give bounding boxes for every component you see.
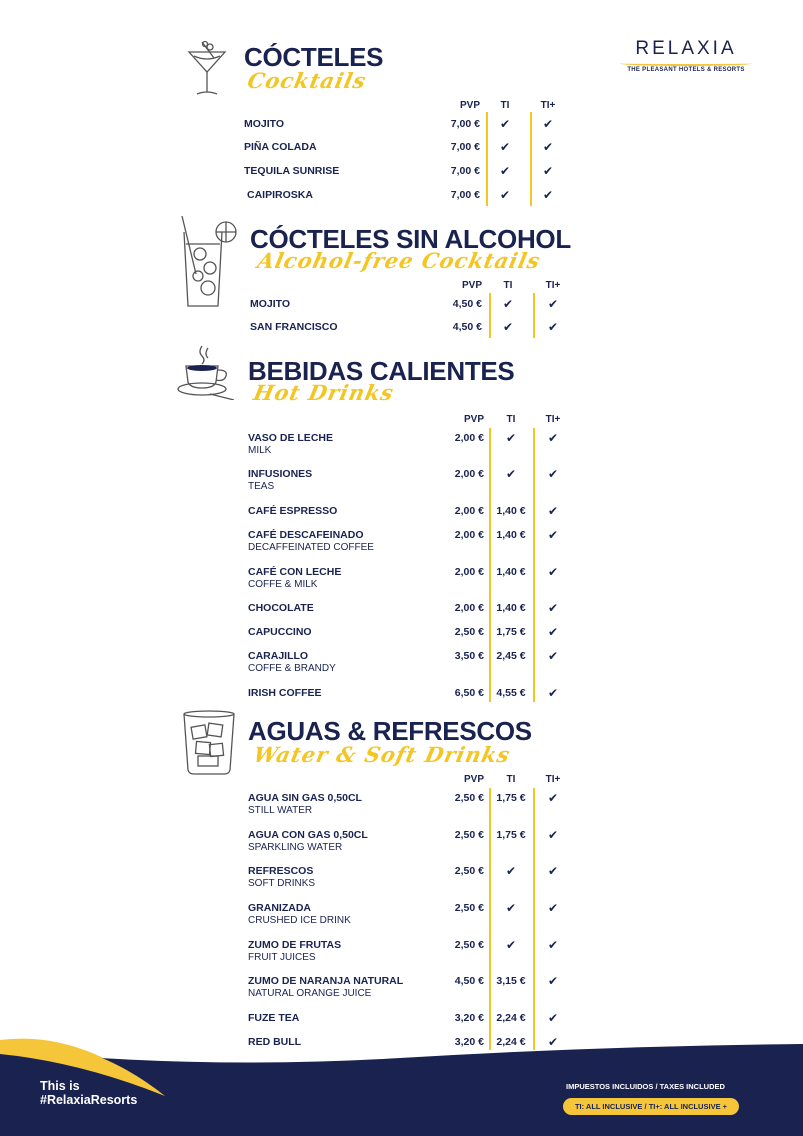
price-pvp: 7,00 € [450, 141, 480, 153]
check-tiplus: ✔ [547, 649, 559, 663]
section-subtitle: Hot Drinks [251, 380, 397, 405]
item-name: CARAJILLO [248, 650, 309, 662]
item-name: IRISH COFFEE [248, 687, 322, 699]
item-name: ZUMO DE FRUTAS [248, 939, 342, 951]
check-tiplus: ✔ [547, 974, 559, 988]
section-title: BEBIDAS CALIENTES [248, 356, 515, 386]
taxes-note: IMPUESTOS INCLUIDOS / TAXES INCLUDED [566, 1082, 725, 1091]
check-tiplus: ✔ [547, 864, 559, 878]
price-pvp: 2,00 € [454, 529, 484, 541]
item-translation: SPARKLING WATER [248, 842, 343, 853]
column-header-tiplus: TI+ [545, 774, 561, 785]
check-ti: ✔ [502, 320, 514, 334]
price-pvp: 4,50 € [454, 975, 484, 987]
check-ti: ✔ [505, 938, 517, 952]
price-pvp: 4,50 € [452, 298, 482, 310]
check-tiplus: ✔ [547, 320, 559, 334]
item-name: ZUMO DE NARANJA NATURAL [248, 975, 404, 987]
column-header-pvp: PVP [461, 280, 482, 291]
price-ti: 1,40 € [496, 566, 526, 578]
inclusive-legend: TI: ALL INCLUSIVE / TI+: ALL INCLUSIVE + [563, 1098, 739, 1115]
column-header-ti: TI [506, 414, 516, 425]
price-pvp: 2,50 € [454, 902, 484, 914]
check-tiplus: ✔ [547, 938, 559, 952]
check-tiplus: ✔ [547, 467, 559, 481]
price-pvp: 2,00 € [454, 468, 484, 480]
price-ti: 2,45 € [496, 650, 526, 662]
check-tiplus: ✔ [547, 828, 559, 842]
check-tiplus: ✔ [547, 791, 559, 805]
check-tiplus: ✔ [547, 528, 559, 542]
item-name: GRANIZADA [248, 902, 311, 914]
footer-hashtag: #RelaxiaResorts [40, 1093, 138, 1107]
check-tiplus: ✔ [547, 1035, 559, 1049]
item-name: INFUSIONES [248, 468, 313, 480]
item-name: REFRESCOS [248, 865, 314, 877]
item-translation: CRUSHED ICE DRINK [248, 915, 351, 926]
relaxia-logo [616, 38, 756, 73]
ice-glass-icon [180, 710, 238, 776]
price-pvp: 7,00 € [450, 165, 480, 177]
footer-slogan [40, 1079, 137, 1107]
coffee-cup-icon [174, 344, 240, 400]
item-name: CAFÉ CON LECHE [248, 566, 342, 578]
footer-wave [0, 1010, 803, 1136]
price-ti: 1,40 € [496, 529, 526, 541]
check-tiplus: ✔ [542, 188, 554, 202]
logo-brand: RELAXIA [635, 38, 737, 59]
price-ti: 4,55 € [496, 687, 526, 699]
check-tiplus: ✔ [547, 686, 559, 700]
column-header-pvp: PVP [463, 774, 484, 785]
price-pvp: 3,20 € [454, 1036, 484, 1048]
price-pvp: 2,00 € [454, 505, 484, 517]
item-name: PIÑA COLADA [244, 141, 317, 153]
price-pvp: 7,00 € [450, 118, 480, 130]
item-name: FUZE TEA [248, 1012, 300, 1024]
price-ti: 1,75 € [496, 829, 526, 841]
check-ti: ✔ [505, 864, 517, 878]
price-pvp: 3,20 € [454, 1012, 484, 1024]
column-header-pvp: PVP [459, 100, 480, 111]
price-ti: 1,75 € [496, 626, 526, 638]
price-pvp: 2,50 € [454, 829, 484, 841]
item-translation: FRUIT JUICES [248, 952, 316, 963]
martini-glass-icon [186, 38, 228, 98]
item-name: MOJITO [244, 118, 285, 130]
item-translation: DECAFFEINATED COFFEE [248, 542, 374, 553]
check-tiplus: ✔ [542, 164, 554, 178]
item-name: TEQUILA SUNRISE [244, 165, 340, 177]
price-ti: 2,24 € [496, 1036, 526, 1048]
column-header-tiplus: TI+ [545, 280, 561, 291]
footer-line1: This is [40, 1079, 80, 1093]
item-translation: COFFE & MILK [248, 579, 318, 590]
check-ti: ✔ [499, 188, 511, 202]
column-header-ti: TI [506, 774, 516, 785]
price-pvp: 7,00 € [450, 189, 480, 201]
price-pvp: 6,50 € [454, 687, 484, 699]
item-name: CAFÉ DESCAFEINADO [248, 529, 364, 541]
check-tiplus: ✔ [547, 1011, 559, 1025]
price-ti: 1,75 € [496, 792, 526, 804]
section-title: AGUAS & REFRESCOS [248, 716, 532, 746]
item-name: CHOCOLATE [248, 602, 314, 614]
price-ti: 3,15 € [496, 975, 526, 987]
item-translation: COFFE & BRANDY [248, 663, 336, 674]
check-tiplus: ✔ [547, 297, 559, 311]
price-pvp: 2,50 € [454, 939, 484, 951]
section-title: CÓCTELES SIN ALCOHOL [250, 224, 571, 254]
column-header-tiplus: TI+ [545, 414, 561, 425]
column-header-tiplus: TI+ [540, 100, 556, 111]
item-name: AGUA SIN GAS 0,50CL [248, 792, 362, 804]
check-ti: ✔ [505, 431, 517, 445]
check-tiplus: ✔ [547, 625, 559, 639]
check-tiplus: ✔ [542, 140, 554, 154]
section-title: CÓCTELES [244, 42, 384, 72]
item-name: VASO DE LECHE [248, 432, 333, 444]
price-ti: 2,24 € [496, 1012, 526, 1024]
price-pvp: 2,50 € [454, 865, 484, 877]
price-pvp: 2,00 € [454, 432, 484, 444]
check-ti: ✔ [499, 164, 511, 178]
section-subtitle: Alcohol-free Cocktails [255, 248, 543, 273]
item-name: CAIPIROSKA [247, 189, 313, 201]
item-translation: NATURAL ORANGE JUICE [248, 988, 372, 999]
item-name: AGUA CON GAS 0,50CL [248, 829, 368, 841]
price-pvp: 4,50 € [452, 321, 482, 333]
check-tiplus: ✔ [542, 117, 554, 131]
item-translation: SOFT DRINKS [248, 878, 316, 889]
check-tiplus: ✔ [547, 601, 559, 615]
item-translation: TEAS [248, 481, 275, 492]
price-pvp: 2,00 € [454, 566, 484, 578]
item-translation: STILL WATER [248, 805, 313, 816]
check-tiplus: ✔ [547, 565, 559, 579]
logo-tagline: THE PLEASANT HOTELS & RESORTS [627, 67, 745, 73]
item-translation: MILK [248, 445, 272, 456]
check-tiplus: ✔ [547, 901, 559, 915]
item-name: SAN FRANCISCO [250, 321, 338, 333]
check-tiplus: ✔ [547, 431, 559, 445]
column-header-ti: TI [500, 100, 510, 111]
column-header-ti: TI [503, 280, 513, 291]
price-ti: 1,40 € [496, 505, 526, 517]
check-ti: ✔ [499, 117, 511, 131]
logo-swoosh [620, 61, 752, 66]
item-name: RED BULL [248, 1036, 302, 1048]
item-name: CAFÉ ESPRESSO [248, 505, 338, 517]
check-tiplus: ✔ [547, 504, 559, 518]
section-subtitle: Cocktails [245, 68, 369, 93]
section-subtitle: Water & Soft Drinks [251, 742, 513, 767]
price-pvp: 2,50 € [454, 792, 484, 804]
check-ti: ✔ [505, 467, 517, 481]
price-pvp: 2,00 € [454, 602, 484, 614]
check-ti: ✔ [502, 297, 514, 311]
check-ti: ✔ [505, 901, 517, 915]
price-ti: 1,40 € [496, 602, 526, 614]
cocktail-glass-lemon-icon [176, 214, 238, 314]
price-pvp: 2,50 € [454, 626, 484, 638]
price-pvp: 3,50 € [454, 650, 484, 662]
item-name: CAPUCCINO [248, 626, 312, 638]
check-ti: ✔ [499, 140, 511, 154]
item-name: MOJITO [250, 298, 291, 310]
column-header-pvp: PVP [463, 414, 484, 425]
